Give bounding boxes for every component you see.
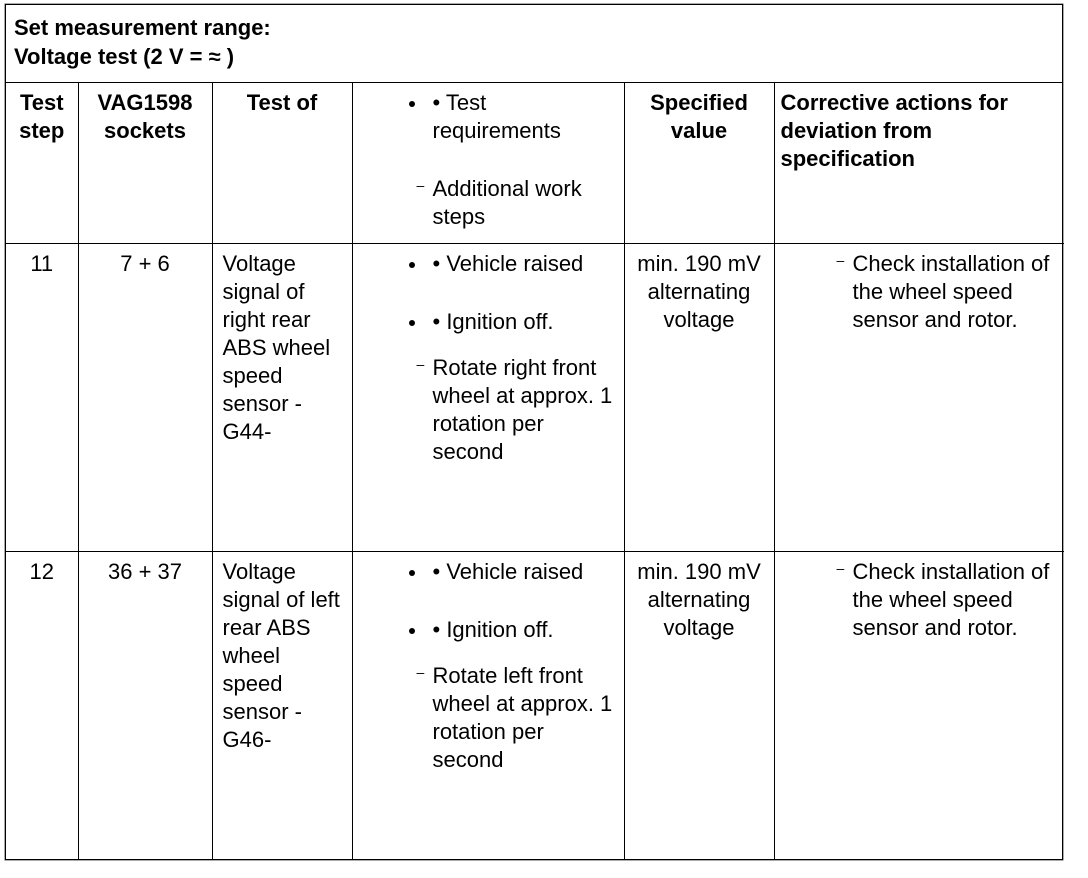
requirement-item: • Vehicle raised <box>353 250 618 278</box>
cell-specified: min. 190 mV alternating voltage <box>624 551 774 859</box>
cell-requirements <box>352 551 624 859</box>
cell-sockets: 36 + 37 <box>78 551 212 859</box>
header-requirements-line: • Test requirements <box>353 89 618 145</box>
requirements-list <box>353 250 618 336</box>
title-line-2: Voltage test (2 V = ≈ ) <box>14 44 235 69</box>
cell-sockets: 7 + 6 <box>78 243 212 551</box>
work-steps-list <box>353 354 618 466</box>
cell-requirements <box>352 243 624 551</box>
table-row <box>6 243 1064 551</box>
document-page <box>5 4 1063 860</box>
title-line-1: Set measurement range: <box>14 15 271 40</box>
cell-test-of: Voltage signal of left rear ABS wheel speed sensor - G46- <box>212 551 352 859</box>
cell-step: 12 <box>6 551 78 859</box>
cell-corrective <box>774 243 1064 551</box>
header-test-of: Test of <box>212 83 352 243</box>
cell-corrective <box>774 551 1064 859</box>
header-specified: Specified value <box>624 83 774 243</box>
test-table <box>6 83 1064 859</box>
requirement-item: • Vehicle raised <box>353 558 618 586</box>
work-step-item: – Rotate left front wheel at approx. 1 rotation per second <box>353 662 618 774</box>
header-test-step: Test step <box>6 83 78 243</box>
header-corrective: Corrective actions for deviation from specification <box>774 83 1064 243</box>
cell-specified: min. 190 mV alternating voltage <box>624 243 774 551</box>
work-step-item: – Rotate right front wheel at approx. 1 rotation per second <box>353 354 618 466</box>
requirements-list <box>353 558 618 644</box>
header-row <box>6 83 1064 243</box>
header-sockets: VAG1598 sockets <box>78 83 212 243</box>
work-steps-list <box>353 662 618 774</box>
table-row <box>6 551 1064 859</box>
cell-step: 11 <box>6 243 78 551</box>
corrective-item: – Check installation of the wheel speed sensor and rotor. <box>775 250 1059 334</box>
title-block <box>6 5 1062 83</box>
requirement-item: • Ignition off. <box>353 308 618 336</box>
header-work-steps: – Additional work steps <box>353 175 618 231</box>
header-requirements <box>352 83 624 243</box>
corrective-item: – Check installation of the wheel speed sensor and rotor. <box>775 558 1059 642</box>
requirement-item: • Ignition off. <box>353 616 618 644</box>
cell-test-of: Voltage signal of right rear ABS wheel speed sensor - G44- <box>212 243 352 551</box>
